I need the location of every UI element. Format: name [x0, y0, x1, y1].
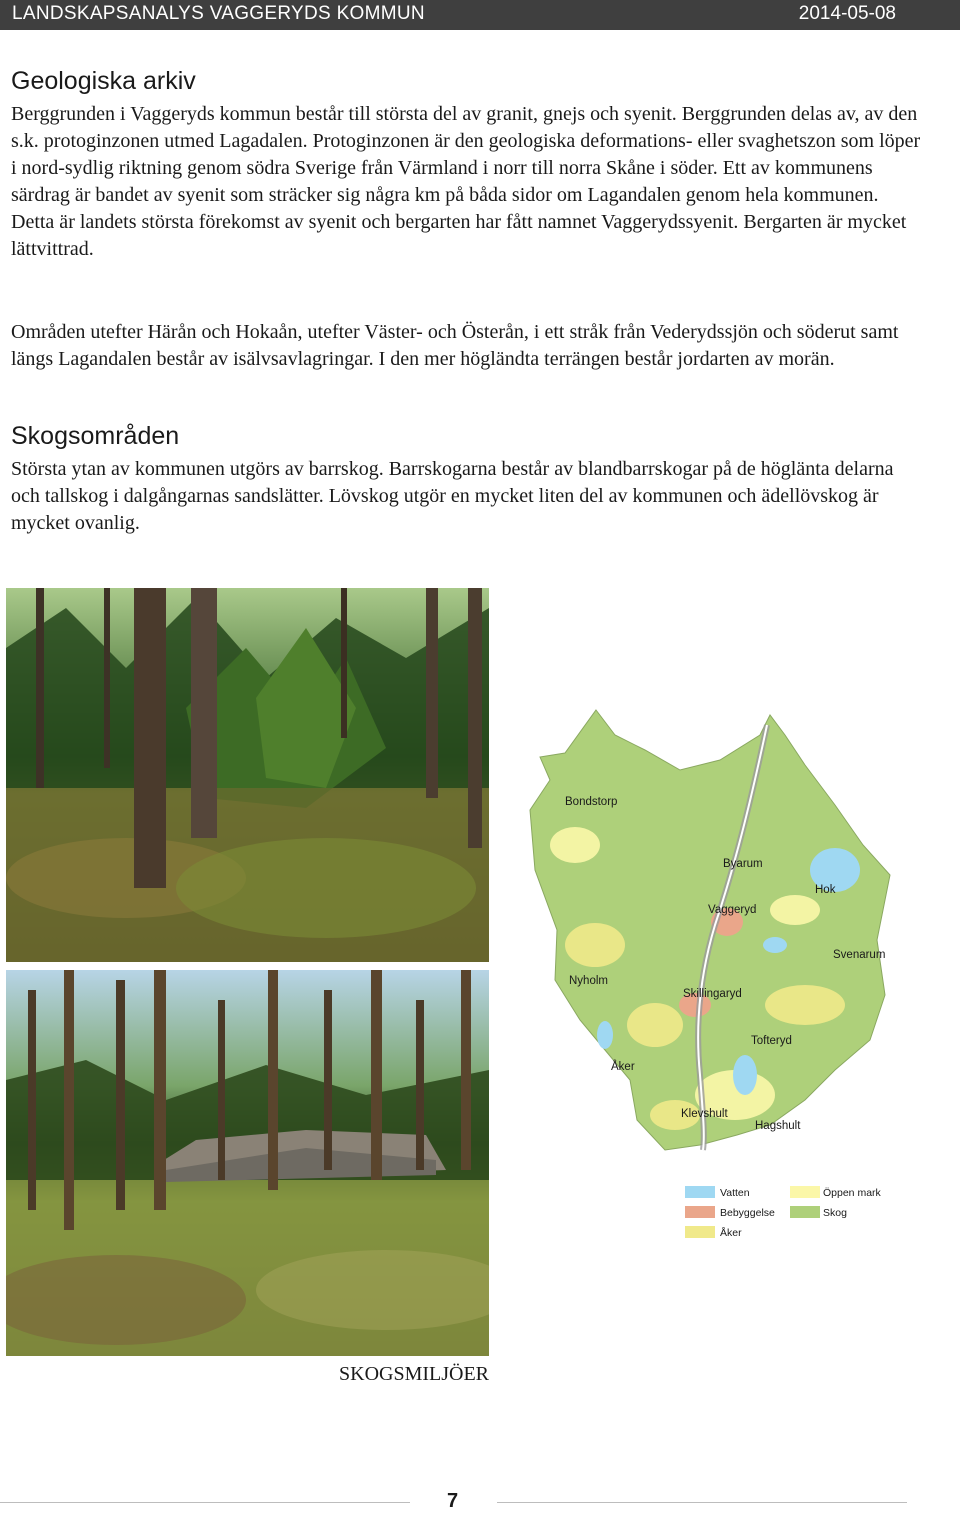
- map-label-hagshult: Hagshult: [755, 1120, 801, 1132]
- municipality-map: [505, 695, 905, 1240]
- map-label-svenarum: Svenarum: [833, 949, 886, 961]
- map-label-klevshult: Klevshult: [681, 1108, 728, 1120]
- legend-label-aker: Åker: [720, 1227, 742, 1239]
- map-label-byarum: Byarum: [723, 858, 763, 870]
- paragraph-geologi: Berggrunden i Vaggeryds kommun består till största del av granit, gnejs och syenit. Berggrunden delas av, av den s.k. protoginzonen utmed Lagadalen. Protoginzonen är den geologiska deformations- eller svaghetszon som löper i nord-sydlig riktning genom södra Sverige från Värmland i norr till norra Skåne i söder. Ett av kommunens särdrag är bandet av syenit som sträcker sig några km på båda sidor om Lagandalen genom hela kommunen. Detta är landets största förekomst av syenit och bergarten har fått namnet Vaggerydssyenit. Bergarten är mycket lättvittrad.: [11, 103, 921, 260]
- header-date: 2014-05-08: [798, 3, 896, 24]
- legend-label-skog: Skog: [823, 1207, 847, 1219]
- legend-label-vatten: Vatten: [720, 1187, 750, 1199]
- legend-swatch-skog: [790, 1206, 820, 1218]
- forest-photo-pine: [6, 970, 489, 1356]
- paragraph-jordarter: Områden utefter Härån och Hokaån, utefter Väster- och Österån, i ett stråk från Vederydssjön och söderut samt längs Lagandalen består av isälvsavlagringar. I den mer högländta terrängen består jordarten av morän.: [11, 321, 899, 370]
- legend-swatch-bebyggelse: [685, 1206, 715, 1218]
- page-number: 7: [446, 1490, 459, 1512]
- legend-label-oppen-mark: Öppen mark: [823, 1187, 881, 1199]
- legend-swatch-aker: [685, 1226, 715, 1238]
- map-label-nyholm: Nyholm: [569, 975, 608, 987]
- legend-swatch-vatten: [685, 1186, 715, 1198]
- photo-caption: SKOGSMILJÖER: [339, 1363, 490, 1385]
- map-label-tofteryd: Tofteryd: [751, 1035, 792, 1047]
- heading-skogsomraden: Skogsområden: [11, 422, 180, 450]
- footer-rule-right: [497, 1502, 907, 1503]
- footer-rule-left: [0, 1502, 410, 1503]
- legend-label-bebyggelse: Bebyggelse: [720, 1207, 775, 1219]
- heading-geologiska-arkiv: Geologiska arkiv: [11, 67, 196, 95]
- map-label-hok: Hok: [815, 884, 836, 896]
- forest-photo-spruce: [6, 588, 489, 962]
- header-title: LANDSKAPSANALYS VAGGERYDS KOMMUN: [12, 3, 425, 24]
- legend-swatch-oppen-mark: [790, 1186, 820, 1198]
- map-label-skillingaryd: Skillingaryd: [683, 988, 742, 1000]
- map-label-aker: Åker: [611, 1061, 635, 1073]
- page-header: [0, 0, 960, 30]
- map-label-bondstorp: Bondstorp: [565, 796, 618, 808]
- map-label-vaggeryd: Vaggeryd: [708, 904, 757, 916]
- map-legend: [685, 1186, 882, 1239]
- paragraph-skog: Största ytan av kommunen utgörs av barrskog. Barrskogarna består av blandbarrskogar på de högläntа delarna och tallskog i dalgångarnas sandslätter. Lövskog utgör en mycket liten del av kommunen och ädellövskog är mycket ovanlig.: [11, 458, 894, 534]
